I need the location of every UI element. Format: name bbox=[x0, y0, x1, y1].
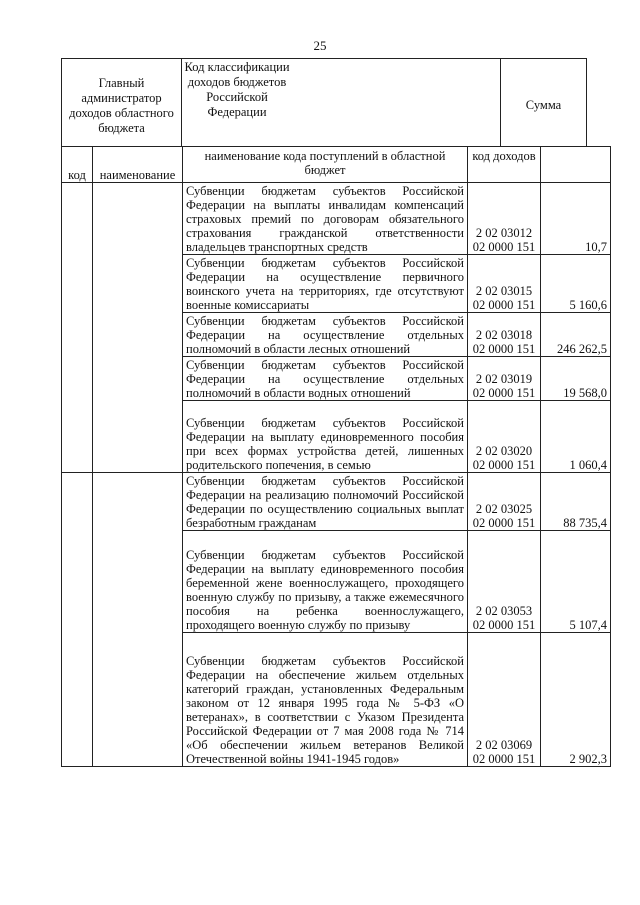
col-income-name: наименование кода поступлений в областной бюджет bbox=[183, 147, 468, 183]
row-name: Субвенции бюджетам субъектов Российской Федерации на осуществление отдельных полномочий в области лесных отношений bbox=[183, 313, 468, 357]
row-name: Субвенции бюджетам субъектов Российской Федерации на реализацию полномочий Российской Федерации по осуществлению социальных выплат безработным гражданам bbox=[183, 473, 468, 531]
row-sum: 88 735,4 bbox=[541, 473, 611, 531]
row-name: Субвенции бюджетам субъектов Российской Федерации на осуществление первичного воинского учета на территориях, где отсутствуют военные комиссариаты bbox=[183, 255, 468, 313]
col-name: наименование bbox=[93, 147, 183, 183]
row-sum: 246 262,5 bbox=[541, 313, 611, 357]
table-row bbox=[62, 183, 611, 255]
column-header-row bbox=[62, 147, 611, 183]
row-code: 2 02 03019 02 0000 151 bbox=[468, 357, 541, 401]
row-code: 2 02 03069 02 0000 151 bbox=[468, 633, 541, 767]
table-header bbox=[61, 58, 587, 147]
row-name: Субвенции бюджетам субъектов Российской Федерации на выплаты инвалидам компенсаций страховых премий по договорам обязательного страхования гражданской ответственности владельцев транспортных средств bbox=[183, 183, 468, 255]
row-code: 2 02 03053 02 0000 151 bbox=[468, 531, 541, 633]
row-sum: 2 902,3 bbox=[541, 633, 611, 767]
row-sum: 5 107,4 bbox=[541, 531, 611, 633]
row-name: Субвенции бюджетам субъектов Российской Федерации на выплату единовременного пособия при всех формах устройства детей, лишенных родительского попечения, в семью bbox=[183, 401, 468, 473]
group-name-cell bbox=[93, 473, 183, 767]
row-code: 2 02 03018 02 0000 151 bbox=[468, 313, 541, 357]
row-code: 2 02 03025 02 0000 151 bbox=[468, 473, 541, 531]
group-code-cell bbox=[62, 183, 93, 473]
row-sum: 19 568,0 bbox=[541, 357, 611, 401]
header-classification-label: Код классификации доходов бюджетов Российской Федерации bbox=[184, 60, 290, 119]
row-code: 2 02 03020 02 0000 151 bbox=[468, 401, 541, 473]
group-code-cell bbox=[62, 473, 93, 767]
row-name: Субвенции бюджетам субъектов Российской Федерации на осуществление отдельных полномочий в области водных отношений bbox=[183, 357, 468, 401]
row-name: Субвенции бюджетам субъектов Российской Федерации на выплату единовременного пособия беременной жене военнослужащего, проходящего военную службу по призыву, а также ежемесячного пособия на ребенка военнослужащего, проходящего военную службу по призыву bbox=[183, 531, 468, 633]
group-name-cell bbox=[93, 183, 183, 473]
row-sum: 10,7 bbox=[541, 183, 611, 255]
header-sum-label: Сумма bbox=[525, 98, 562, 112]
col-code: код bbox=[62, 147, 93, 183]
header-admin-label: Главный администратор доходов областного бюджета bbox=[69, 76, 174, 135]
page-number: 25 bbox=[313, 38, 327, 53]
row-sum: 1 060,4 bbox=[541, 401, 611, 473]
revenue-table bbox=[61, 146, 611, 767]
row-code: 2 02 03012 02 0000 151 bbox=[468, 183, 541, 255]
col-sum bbox=[541, 147, 611, 183]
row-sum: 5 160,6 bbox=[541, 255, 611, 313]
row-name: Субвенции бюджетам субъектов Российской Федерации на обеспечение жильем отдельных категорий граждан, установленных Федеральным законом от 12 января 1995 года № 5-ФЗ «О ветеранах», в соответствии с Указом Президента Российской Федерации от 7 мая 2008 года № 714 «Об обеспечении жильем ветеранов Великой Отечественной войны 1941-1945 годов» bbox=[183, 633, 468, 767]
table-row bbox=[62, 473, 611, 531]
row-code: 2 02 03015 02 0000 151 bbox=[468, 255, 541, 313]
col-income-code: код доходов bbox=[468, 147, 541, 183]
